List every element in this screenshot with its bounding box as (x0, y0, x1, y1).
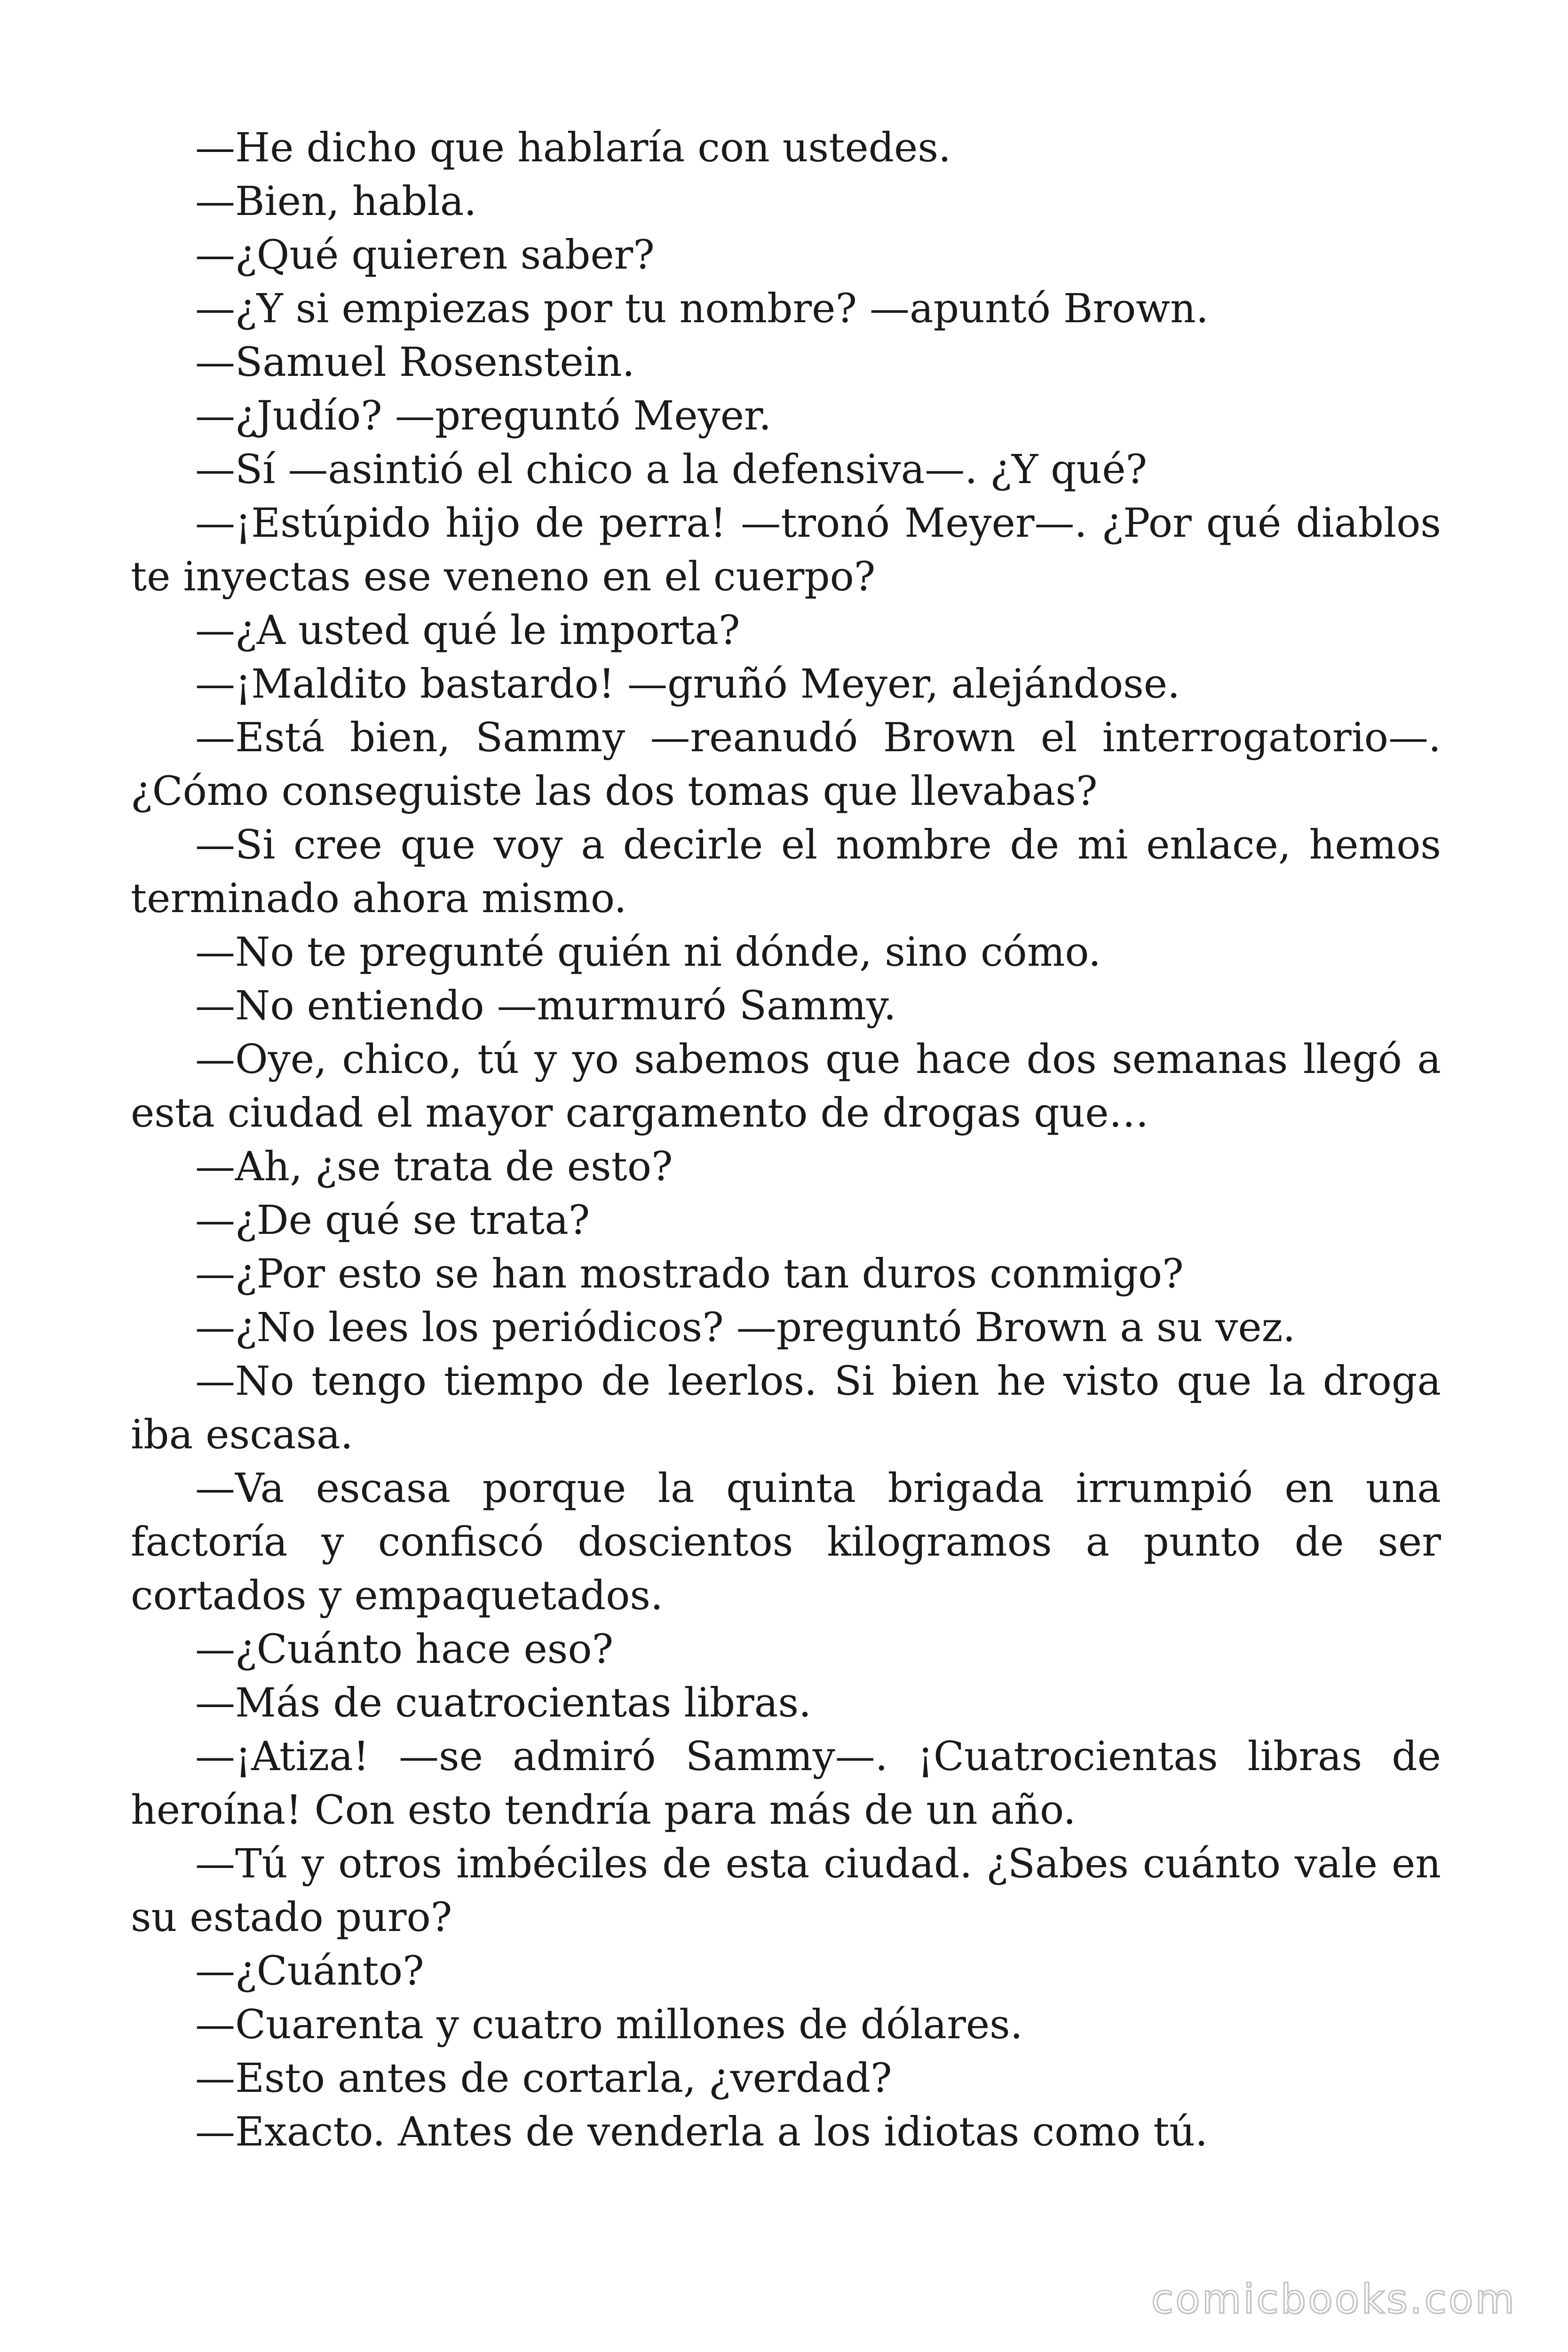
paragraph: —Exacto. Antes de venderla a los idiotas como tú. (195, 2109, 1208, 2155)
paragraph: —¿De qué se trata? (195, 1197, 590, 1244)
paragraph: —¿A usted qué le importa? (195, 607, 740, 654)
paragraph: —¿Y si empiezas por tu nombre? —apuntó Brown. (195, 286, 1209, 332)
paragraph: —Bien, habla. (195, 178, 477, 225)
paragraph: —¡Maldito bastardo! —gruñó Meyer, alejándose. (195, 661, 1180, 707)
paragraph: —¿Por esto se han mostrado tan duros conmigo? (195, 1251, 1184, 1297)
paragraph: —Va escasa porque la quinta brigada irrumpió en una factoría y confiscó doscientos kilogramos a punto de ser cortados y empaquetados. (131, 1465, 1441, 1619)
paragraph: —¡Atiza! —se admiró Sammy—. ¡Cuatrocientas libras de heroína! Con esto tendría para más de un año. (131, 1733, 1441, 1834)
paragraph: —¿Cuánto? (195, 1948, 424, 1994)
paragraph: —¿Qué quieren saber? (195, 232, 655, 278)
paragraph: —¿Cuánto hace eso? (195, 1626, 614, 1673)
paragraph: —Está bien, Sammy —reanudó Brown el interrogatorio—. ¿Cómo conseguiste las dos tomas que llevabas? (131, 715, 1441, 815)
page-text (131, 121, 1441, 2159)
paragraph: —No te pregunté quién ni dónde, sino cómo. (195, 929, 1101, 976)
paragraph: —Cuarenta y cuatro millones de dólares. (195, 2002, 1023, 2048)
paragraph: —¡Estúpido hijo de perra! —tronó Meyer—. ¿Por qué diablos te inyectas ese veneno en el cuerpo? (131, 500, 1441, 600)
paragraph: —Samuel Rosenstein. (195, 339, 635, 386)
paragraph: —Si cree que voy a decirle el nombre de mi enlace, hemos terminado ahora mismo. (131, 822, 1441, 922)
paragraph: —Esto antes de cortarla, ¿verdad? (195, 2055, 892, 2102)
paragraph: —No tengo tiempo de leerlos. Si bien he visto que la droga iba escasa. (131, 1358, 1441, 1458)
paragraph: —¿No lees los periódicos? —preguntó Brown a su vez. (195, 1304, 1296, 1351)
paragraph: —Tú y otros imbéciles de esta ciudad. ¿Sabes cuánto vale en su estado puro? (131, 1841, 1441, 1941)
paragraph: —Más de cuatrocientas libras. (195, 1680, 812, 1726)
paragraph: —He dicho que hablaría con ustedes. (195, 125, 951, 171)
paragraph: —¿Judío? —preguntó Meyer. (195, 393, 772, 439)
paragraph: —Sí —asintió el chico a la defensiva—. ¿Y qué? (195, 446, 1148, 493)
paragraph: —No entiendo —murmuró Sammy. (195, 983, 896, 1029)
paragraph: —Ah, ¿se trata de esto? (195, 1144, 673, 1190)
watermark: comicbooks.com (1151, 2276, 1516, 2323)
paragraph: —Oye, chico, tú y yo sabemos que hace dos semanas llegó a esta ciudad el mayor cargamento de drogas que… (131, 1036, 1441, 1136)
